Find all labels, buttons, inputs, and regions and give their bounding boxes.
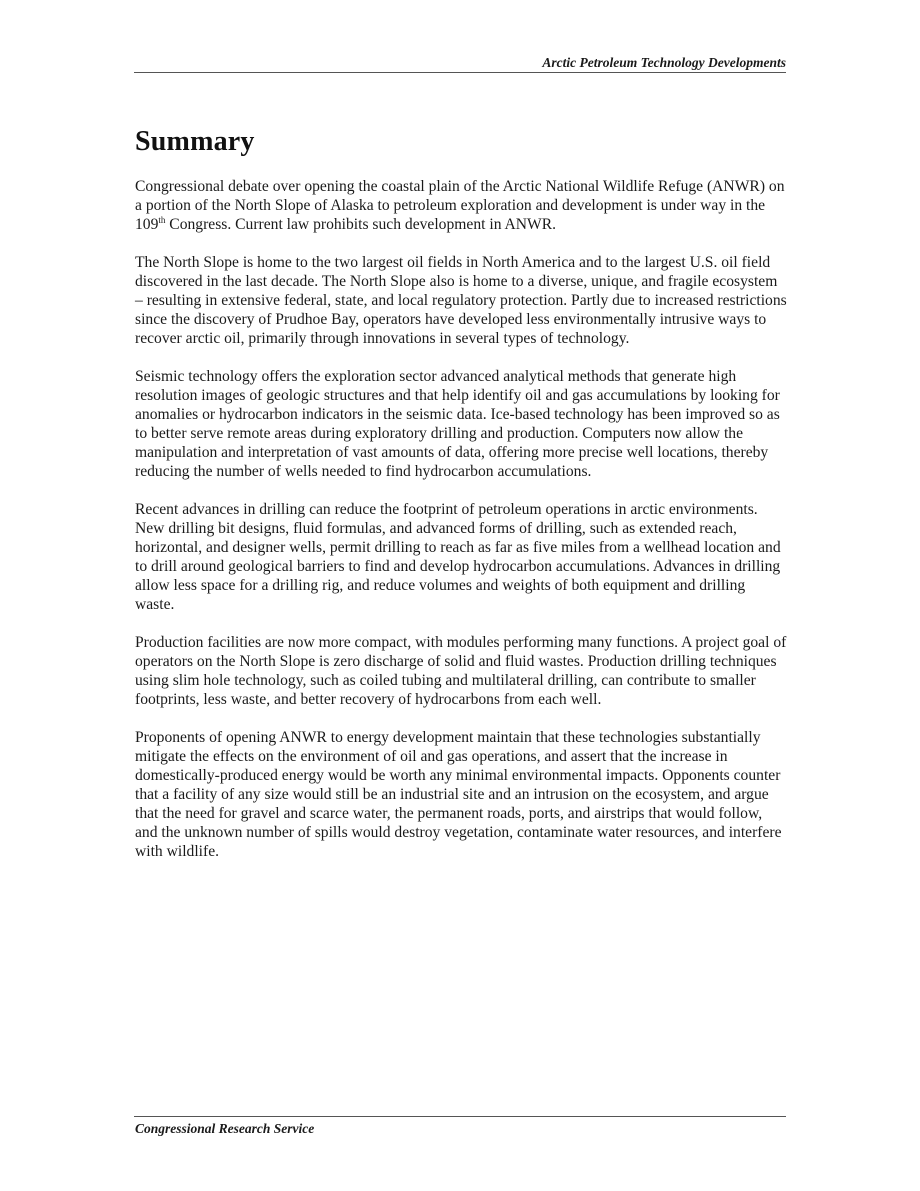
paragraph-seismic: Seismic technology offers the exploration sector advanced analytical methods that generate high resolution images of geologic structures and that help identify oil and gas accumulations by looking for anomalies or hydrocarbon indicators in the seismic data. Ice-based technology has been improved so as to better serve remote areas during exploratory drilling and production. Computers now allow the manipulation and interpretation of vast amounts of data, offering more precise well locations, thereby reducing the number of wells needed to find hydrocarbon accumulations. xyxy=(135,368,780,480)
summary-body xyxy=(135,177,787,880)
footer-rule xyxy=(134,1116,786,1117)
page-title: Summary xyxy=(135,126,255,157)
footer-publisher: Congressional Research Service xyxy=(135,1121,315,1136)
paragraph-debate: Proponents of opening ANWR to energy development maintain that these technologies substantially mitigate the effects on the environment of oil and gas operations, and assert that the increase in domestically-produced energy would be worth any minimal environmental impacts. Opponents counter that a facility of any size would still be an industrial site and an intrusion on the ecosystem, and argue that the need for gravel and scarce water, the permanent roads, ports, and airstrips that would follow, and the unknown number of spills would destroy vegetation, contaminate water resources, and interfere with wildlife. xyxy=(135,729,782,860)
paragraph-north-slope: The North Slope is home to the two largest oil fields in North America and to the largest U.S. oil field discovered in the last decade. The North Slope also is home to a diverse, unique, and fragile ecosystem – resulting in extensive federal, state, and local regulatory protection. Partly due to increased restrictions since the discovery of Prudhoe Bay, operators have developed less environmentally intrusive ways to recover arctic oil, primarily through innovations in several types of technology. xyxy=(135,254,787,347)
paragraph-intro-text-end: Congress. Current law prohibits such development in ANWR. xyxy=(165,216,557,233)
running-header: Arctic Petroleum Technology Developments xyxy=(542,55,786,70)
paragraph-intro-text: Congressional debate over opening the coastal plain of the Arctic National Wildlife Refuge (ANWR) on a portion of the North Slope of Alaska to petroleum exploration and development is under way in the 109 xyxy=(135,178,785,233)
paragraph-production: Production facilities are now more compact, with modules performing many functions. A project goal of operators on the North Slope is zero discharge of solid and fluid wastes. Production drilling techniques using slim hole technology, such as coiled tubing and multilateral drilling, can contribute to smaller footprints, less waste, and better recovery of hydrocarbons from each well. xyxy=(135,634,787,708)
paragraph-intro xyxy=(135,177,787,234)
paragraph-drilling: Recent advances in drilling can reduce the footprint of petroleum operations in arctic environments. New drilling bit designs, fluid formulas, and advanced forms of drilling, such as extended reach, horizontal, and designer wells, permit drilling to reach as far as five miles from a wellhead location and to drill around geological barriers to find and develop hydrocarbon accumulations. Advances in drilling allow less space for a drilling rig, and reduce volumes and weights of both equipment and drilling waste. xyxy=(135,501,781,613)
ordinal-superscript: th xyxy=(158,215,166,225)
header-rule xyxy=(134,72,786,73)
